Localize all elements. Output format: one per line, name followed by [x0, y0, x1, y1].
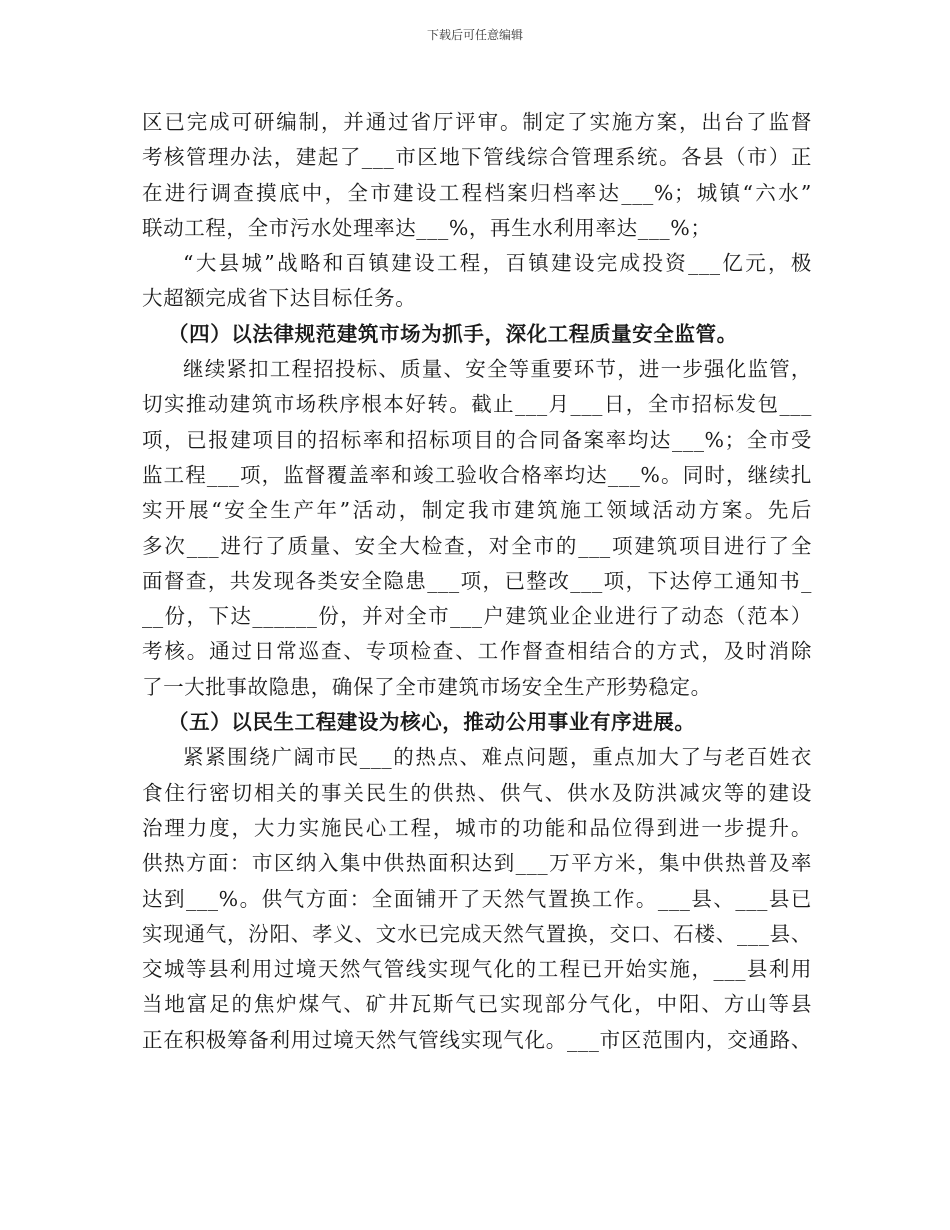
paragraph-last-line: 了一大批事故隐患，确保了全市建筑市场安全生产形势稳定。 [142, 674, 712, 699]
paragraph-line: 供热方面：市区纳入集中供热面积达到___万平方米，集中供热普及率 [142, 851, 812, 876]
paragraph-line: 实现通气，汾阳、孝义、文水已完成天然气置换，交口、石楼、___县、 [142, 921, 812, 946]
paragraph-line: 切实推动建筑市场秩序根本好转。截止___月___日，全市招标发包___ [142, 392, 812, 417]
paragraph-line: 正在积极筹备利用过境天然气管线实现气化。___市区范围内，交通路、 [142, 1027, 812, 1052]
paragraph-line: 考核。通过日常巡查、专项检查、工作督查相结合的方式，及时消除 [142, 639, 812, 664]
paragraph-line: 项，已报建项目的招标率和招标项目的合同备案率均达___%；全市受 [142, 427, 812, 452]
paragraph-line: 达到___%。供气方面：全面铺开了天然气置换工作。___县、___县已 [142, 886, 812, 911]
page-header: 下载后可任意编辑 [426, 28, 523, 42]
paragraph-line: __份，下达______份，并对全市___户建筑业企业进行了动态（范本） [142, 604, 812, 629]
paragraph-line: 食住行密切相关的事关民生的供热、供气、供水及防洪减灾等的建设 [142, 780, 812, 805]
paragraph-line: 实开展“安全生产年”活动，制定我市建筑施工领域活动方案。先后 [142, 498, 812, 523]
paragraph-line: 交城等县利用过境天然气管线实现气化的工程已开始实施，___县利用 [142, 957, 812, 982]
document-body [142, 105, 812, 1058]
paragraph-line: 考核管理办法，建起了___市区地下管线综合管理系统。各县（市）正 [142, 145, 812, 170]
paragraph-line: 当地富足的焦炉煤气、矿井瓦斯气已实现部分气化，中阳、方山等县 [142, 992, 812, 1017]
paragraph-line: 治理力度，大力实施民心工程，城市的功能和品位得到进一步提升。 [142, 815, 812, 840]
paragraph-line: 多次___进行了质量、安全大检查，对全市的___项建筑项目进行了全 [142, 533, 812, 558]
paragraph-last-line: 大超额完成省下达目标任务。 [142, 286, 417, 311]
paragraph-line: 区已完成可研编制，并通过省厅评审。制定了实施方案，出台了监督 [142, 110, 812, 134]
paragraph-line: 在进行调查摸底中，全市建设工程档案归档率达___%；城镇“六水” [142, 180, 812, 205]
paragraph-line: 监工程___项，监督覆盖率和竣工验收合格率均达___%。同时，继续扎 [142, 462, 812, 487]
paragraph-last-line: 联动工程，全市污水处理率达___%，再生水利用率达___%； [142, 215, 712, 240]
section-heading: （五）以民生工程建设为核心，推动公用事业有序进展。 [168, 710, 696, 735]
paragraph-first-line: 继续紧扣工程招投标、质量、安全等重要环节，进一步强化监管， [183, 357, 812, 382]
paragraph-first-line: 紧紧围绕广阔市民___的热点、难点问题，重点加大了与老百姓衣 [183, 745, 812, 770]
paragraph-line: 面督查，共发现各类安全隐患___项，已整改___项，下达停工通知书_ [142, 568, 812, 593]
paragraph-first-line: “大县城”战略和百镇建设工程，百镇建设完成投资___亿元，极 [183, 251, 812, 276]
section-heading: （四）以法律规范建筑市场为抓手，深化工程质量安全监管。 [168, 321, 738, 346]
